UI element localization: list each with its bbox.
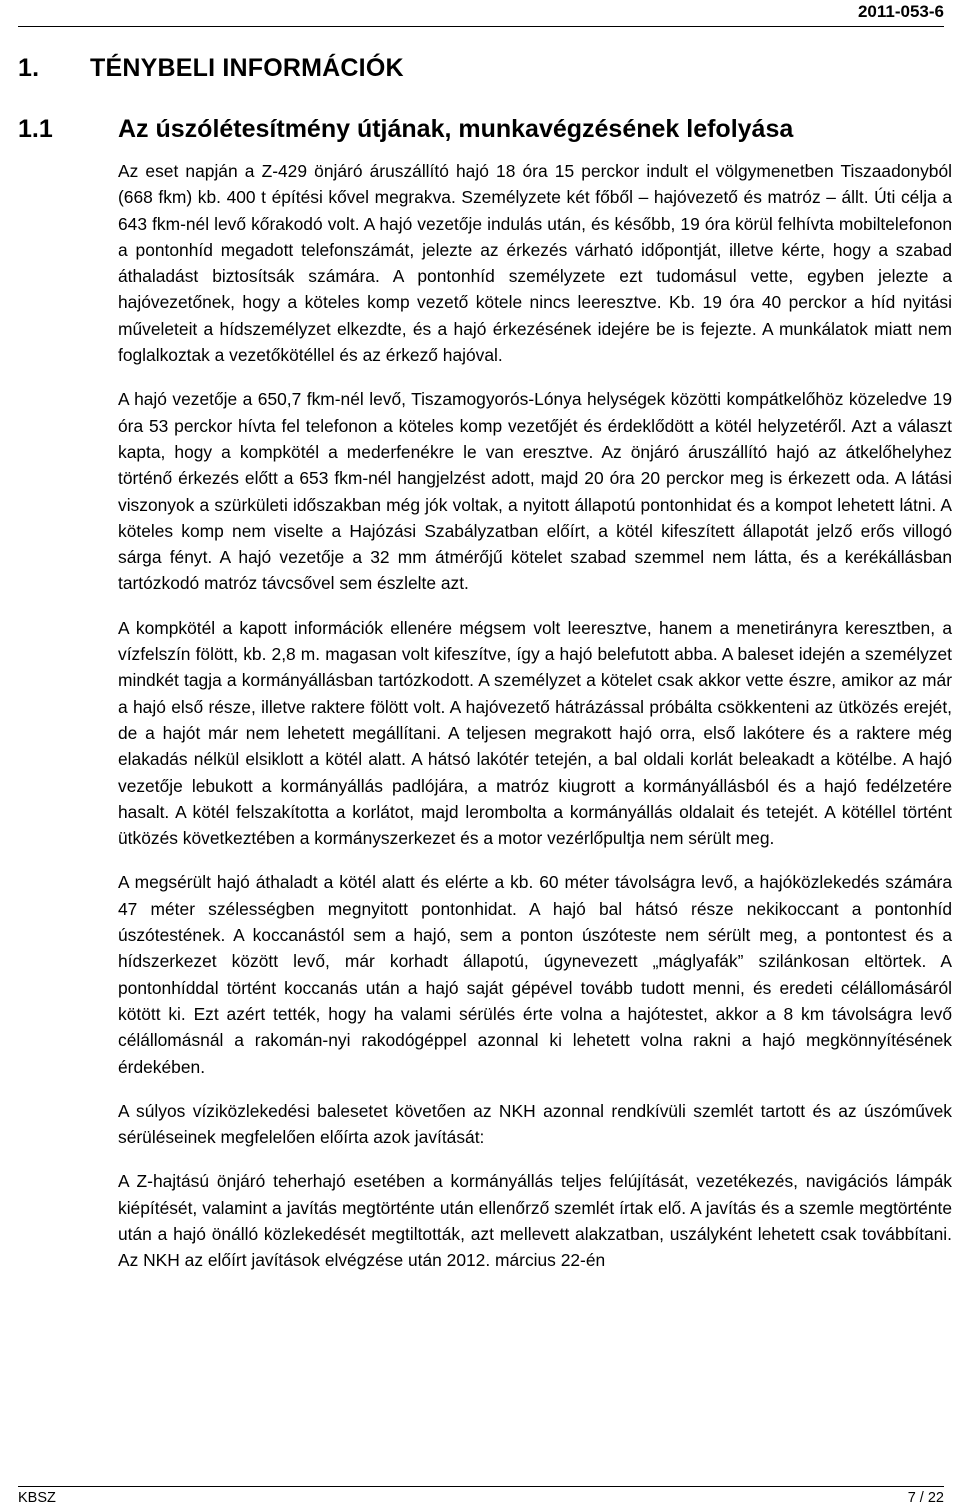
chapter-heading	[18, 54, 404, 83]
document-body	[118, 158, 952, 1292]
chapter-title: TÉNYBELI INFORMÁCIÓK	[90, 54, 404, 82]
footer-divider	[18, 1486, 944, 1487]
chapter-number: 1.	[18, 54, 40, 82]
paragraph: A kompkötél a kapott információk ellenére mégsem volt leeresztve, hanem a menetirányra keresztben, a vízfelszín fölött, kb. 2,8 m. magasan volt kifeszítve, így a hajó belefutott abba. A baleset idején a személyzet mindkét tagja a kormányállásban tartózkodott. A személyzet a kötelet csak akkor vette észre, amikor az már a hajó első része, illetve raktere fölött volt. A hajóvezető hátrázással próbálta csökkenteni az ütközés erejét, de a hajót már nem lehetett megállítani. A teljesen megrakott hajó orra, első lakótere és a raktere még elakadás nélkül elsiklott a kötél alatt. A hátsó lakótér tetején, a bal oldali korlát beleakadt a kötélbe. A hajó vezetője lebukott a kormányállás padlójára, a matróz kiugrott a kormányállásból és a hajó fedélzetére hasalt. A kötél felszakította a korlátot, majd lerombolta a kormányállás oldalait és tetejét. A kötéllel történt ütközés következtében a kormányszerkezet és a motor vezérlőpultja nem sérült meg.	[118, 617, 952, 849]
section-heading	[18, 115, 793, 144]
paragraph: A súlyos víziközlekedési balesetet követően az NKH azonnal rendkívüli szemlét tartott és az úszóművek sérüléseinek megfelelően előírta azok javítását:	[118, 1100, 952, 1148]
footer-organization: KBSZ	[18, 1490, 56, 1506]
section-number: 1.1	[18, 115, 53, 143]
page-number: 7 / 22	[907, 1490, 944, 1506]
document-id: 2011-053-6	[857, 2, 944, 21]
paragraph: A hajó vezetője a 650,7 fkm-nél levő, Tiszamogyorós-Lónya helységek közötti kompátkelőhöz közeledve 19 óra 53 perckor hívta fel telefonon a köteles komp vezetőjét és érdeklődött a kötél helyzetéről. Azt a választ kapta, hogy a kompkötél a mederfenékre le van eresztve. Az önjáró áruszállító hajó az átkelőhelyhez történő érkezés előtt a 653 fkm-nél hangjelzést adott, majd 20 óra 20 perckor meg is érkezett oda. A látási viszonyok a szürkületi időszakban még jók voltak, a nyitott állapotú pontonhidat és a kompot lehetett látni. A köteles komp nem viselte a Hajózási Szabályzatban előírt, a kötél kifeszített állapotát jelző erős villogó sárga fényt. A hajó vezetője a 32 mm átmérőjű kötelet szabad szemmel nem látta, és a kerékállásban tartózkodó matróz távcsővel sem észlelte azt.	[118, 389, 952, 594]
section-title: Az úszólétesítmény útjának, munkavégzésének lefolyása	[118, 115, 794, 143]
paragraph: Az eset napján a Z-429 önjáró áruszállító hajó 18 óra 15 perckor indult el völgymenetben Tiszaadonyból (668 fkm) kb. 400 t építési kővel megrakva. Személyzete két főből – hajóvezető és matróz – állt. Úti célja a 643 fkm-nél levő kőrakodó volt. A hajó vezetője indulás után, és később, 19 óra körül felhívta mobiltelefonon a pontonhíd megadott telefonszámát, jelezte az érkezés várható időpontját, illetve kérte, hogy a szabad áthaladást biztosítsák számára. A pontonhíd személyzete ezt tudomásul vette, egyben jelezte a hajóvezetőnek, hogy a köteles komp vezető kötele nincs leeresztve. Kb. 19 óra 40 perckor a híd nyitási műveleteit a hídszemélyzet elkezdte, és a hajó érkezésének idejére be is fejezte. A munkálatok miatt nem foglalkoztak a vezetőkötéllel és az érkező hajóval.	[118, 161, 952, 366]
header-divider	[18, 26, 944, 27]
paragraph: A Z-hajtású önjáró teherhajó esetében a kormányállás teljes felújítását, vezetékezés, navigációs lámpák kiépítését, valamint a javítás megtörténte után ellenőrző szemlét írtak elő. A javítás és a szemle megtörténte után a hajó önálló közlekedését megtiltották, azt mellevett alakzatban, uszályként lehetett csak továbbítani. Az NKH az előírt javítások elvégzése után 2012. március 22-én	[118, 1171, 952, 1271]
paragraph: A megsérült hajó áthaladt a kötél alatt és elérte a kb. 60 méter távolságra levő, a hajóközlekedés számára 47 méter szélességben megnyitott pontonhidat. A hajó bal hátsó része nekikoccant a pontonhíd úszótestének. A koccanástól sem a hajó, sem a ponton úszóteste nem sérült meg, a pontontest és a hídszerkezet között levő, már korhadt állapotú, úgynevezett „máglyafák” szilánkosan eltörtek. A pontonhíddal történt koccanás után a hajó saját gépével tovább tudott menni, és eredeti célállomásáról kötött ki. Ezt azért tették, hogy ha valami sérülés érte volna a hajótestet, akkor a 8 km távolságra levő célállomásnál a rakomán-nyi rakodógéppel azonnal ki lehetett volna rakni a hajó megkönnyítésének érdekében.	[118, 872, 952, 1077]
